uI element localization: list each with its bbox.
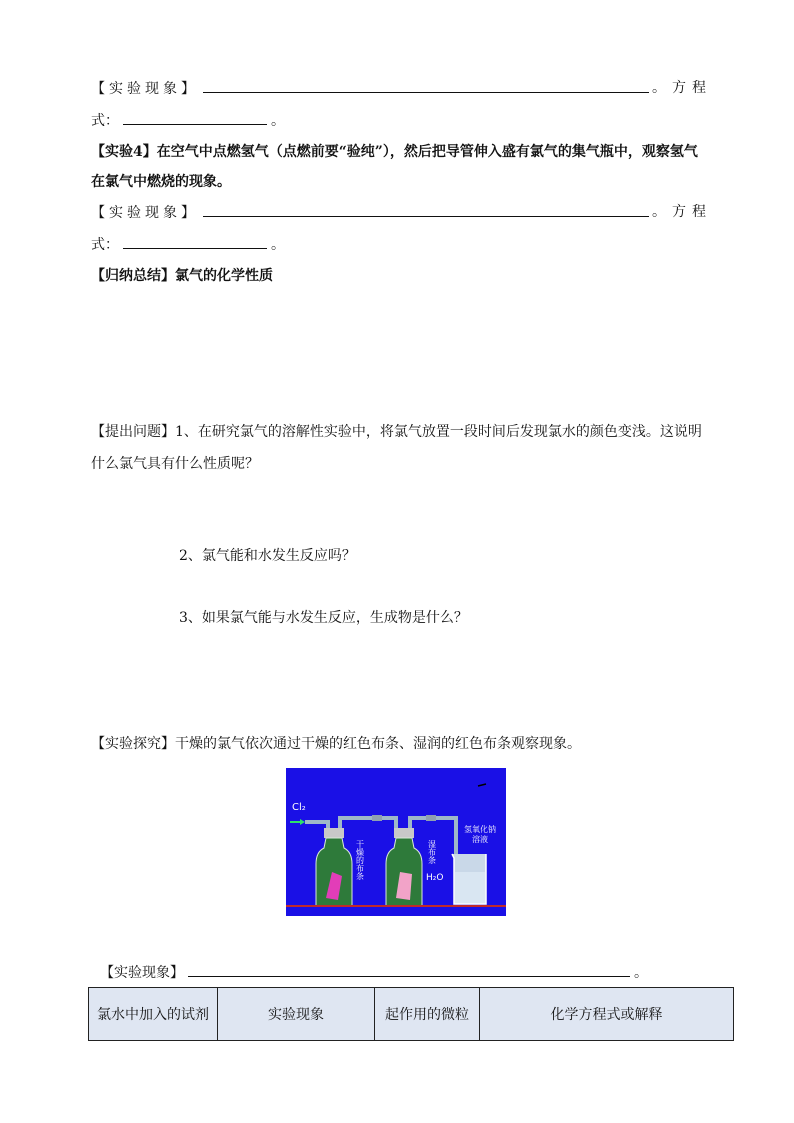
summary-label: 【归纳总结】 [91, 268, 175, 284]
exp3-end-mark: 。 [271, 113, 285, 129]
observation-label: 【实验现象】 [100, 965, 184, 981]
exp4-text: 在空气中点燃氢气（点燃前要“验纯”），然后把导管伸入盛有氯气的集气瓶中，观察氢气 [156, 144, 698, 160]
exp3-observe-label: 【实验现象】 [91, 81, 199, 97]
table-header-reagent: 氯水中加入的试剂 [89, 988, 218, 1041]
exp3-equation-line [91, 110, 285, 131]
observation-line [100, 962, 648, 983]
table-header-particle: 起作用的微粒 [375, 988, 480, 1041]
observation-end-mark: 。 [634, 965, 648, 981]
question1-line2: 什么氯气具有什么性质呢？ [91, 456, 259, 472]
exp4-end-mark: 。 [271, 237, 285, 253]
table-header-phenomenon: 实验现象 [218, 988, 375, 1041]
beaker-liquid [455, 872, 485, 903]
exp4-equation-label-a: 。方程 [652, 204, 712, 220]
inquiry-line [91, 734, 581, 754]
observation-blank[interactable] [188, 962, 630, 977]
tube-joint-1 [372, 815, 382, 821]
exp4-text-line1 [91, 142, 698, 162]
exp4-observe-line [91, 202, 653, 223]
exp3-equation-label-a: 。方程 [652, 80, 712, 96]
exp4-observe-blank[interactable] [203, 202, 649, 217]
observation-table [88, 987, 734, 1041]
bottle1-stopper [324, 828, 344, 838]
exp4-equation-blank[interactable] [123, 234, 267, 249]
table-header-row [89, 988, 734, 1041]
exp4-equation-label-b: 式： [91, 237, 119, 253]
experiment-apparatus-figure [286, 768, 506, 916]
table-header-equation: 化学方程式或解释 [480, 988, 734, 1041]
exp4-equation-line [91, 234, 285, 255]
exp3-observe-blank[interactable] [203, 78, 649, 93]
gas-label: Cl₂ [292, 802, 306, 813]
beaker-label-line1: 氢氧化钠 [464, 825, 496, 834]
exp3-equation-label-b: 式： [91, 113, 119, 129]
exp4-text-line2: 在氯气中燃烧的现象。 [91, 174, 231, 190]
bottle2-label: 湿布条 [427, 840, 437, 864]
exp3-observe-line [91, 78, 653, 99]
beaker-label-line2: 溶液 [472, 835, 488, 844]
bottle1-label: 干燥的布条 [355, 840, 365, 880]
question3: 3、如果氯气能与水发生反应，生成物是什么？ [179, 610, 468, 626]
water-label: H₂O [426, 873, 444, 883]
tube-joint-2 [426, 815, 436, 821]
summary-text: 氯气的化学性质 [175, 268, 273, 284]
question1-text: 1、在研究氯气的溶解性实验中，将氯气放置一段时间后发现氯水的颜色变浅。这说明 [175, 424, 702, 440]
questions-label: 【提出问题】 [91, 424, 175, 440]
question2: 2、氯气能和水发生反应吗？ [179, 548, 356, 564]
exp4-title: 【实验4】 [91, 144, 157, 160]
bottle2-stopper [394, 828, 414, 838]
inquiry-text: 干燥的氯气依次通过干燥的红色布条、湿润的红色布条观察现象。 [175, 736, 581, 752]
question1-line1 [91, 422, 702, 442]
exp3-equation-blank[interactable] [123, 110, 267, 125]
inquiry-label: 【实验探究】 [91, 736, 175, 752]
exp4-observe-label: 【实验现象】 [91, 205, 199, 221]
summary-line [91, 266, 273, 286]
